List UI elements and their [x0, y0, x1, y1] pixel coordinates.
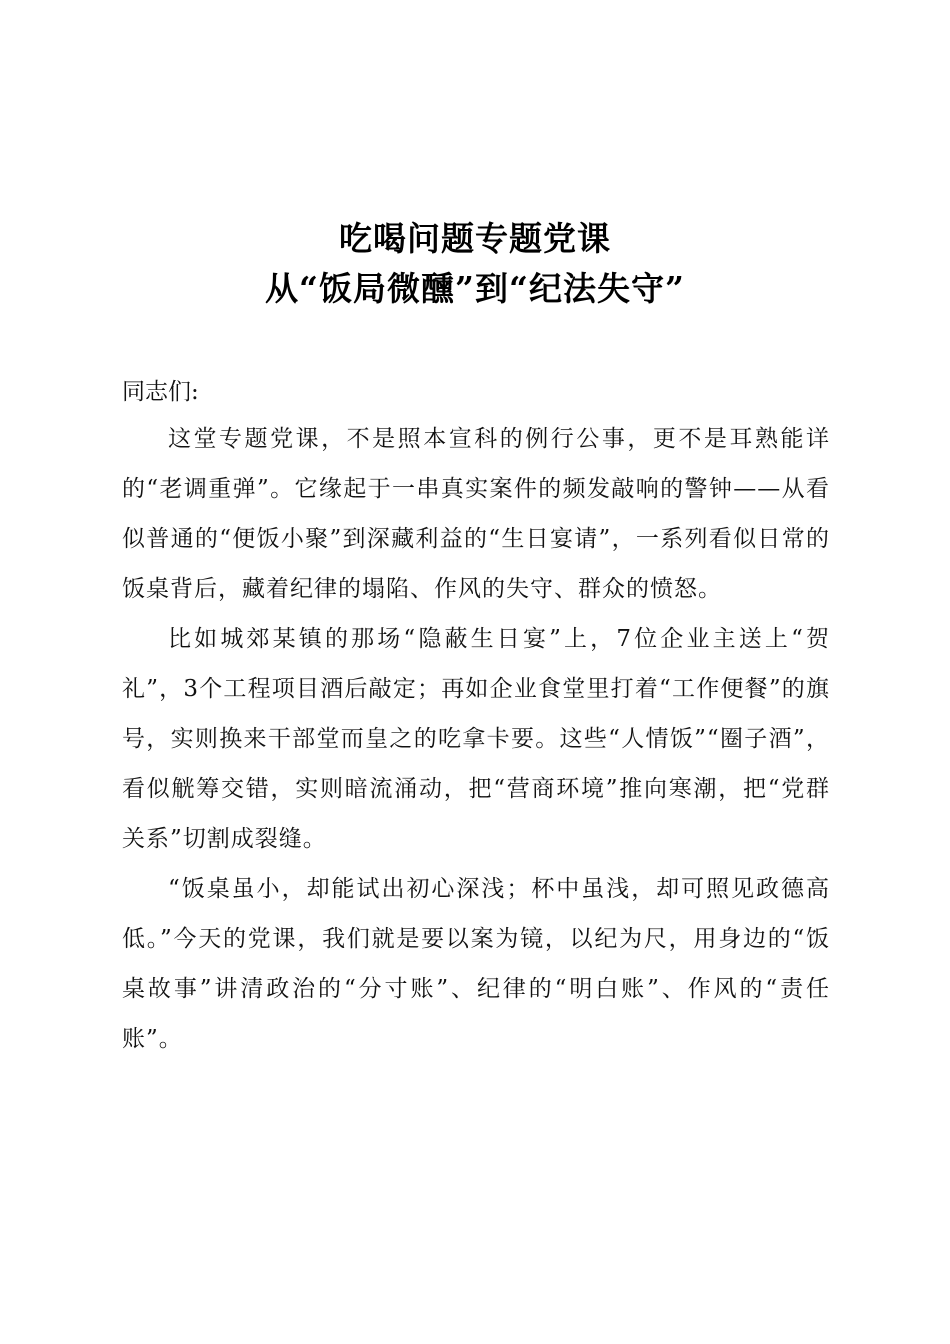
document-title	[0, 214, 950, 314]
salutation: 同志们:	[122, 379, 199, 405]
title-line-1: 吃喝问题专题党课	[339, 219, 611, 258]
paragraph-1: 这堂专题党课，不是照本宣科的例行公事，更不是耳熟能详的“老调重弹”。它缘起于一串真实案件的频发敲响的警钟——从看似普通的“便饭小聚”到深藏利益的“生日宴请”，一系列看似日常的饭桌背后，藏着纪律的塌陷、作风的失守、群众的愤怒。	[122, 426, 830, 602]
title-line-2: 从“饭局微醺”到“纪法失守”	[265, 269, 685, 308]
paragraph-3: “饭桌虽小，却能试出初心深浅；杯中虽浅，却可照见政德高低。”今天的党课，我们就是要以案为镜，以纪为尺，用身边的“饭桌故事”讲清政治的“分寸账”、纪律的“明白账”、作风的“责任账”。	[122, 876, 830, 1052]
paragraph-2: 比如城郊某镇的那场“隐蔽生日宴”上，7位企业主送上“贺礼”，3个工程项目酒后敲定；再如企业食堂里打着“工作便餐”的旗号，实则换来干部堂而皇之的吃拿卡要。这些“人情饭”“圈子酒”，看似觥筹交错，实则暗流涌动，把“营商环境”推向寒潮，把“党群关系”切割成裂缝。	[122, 626, 830, 852]
document-body	[122, 372, 830, 1064]
